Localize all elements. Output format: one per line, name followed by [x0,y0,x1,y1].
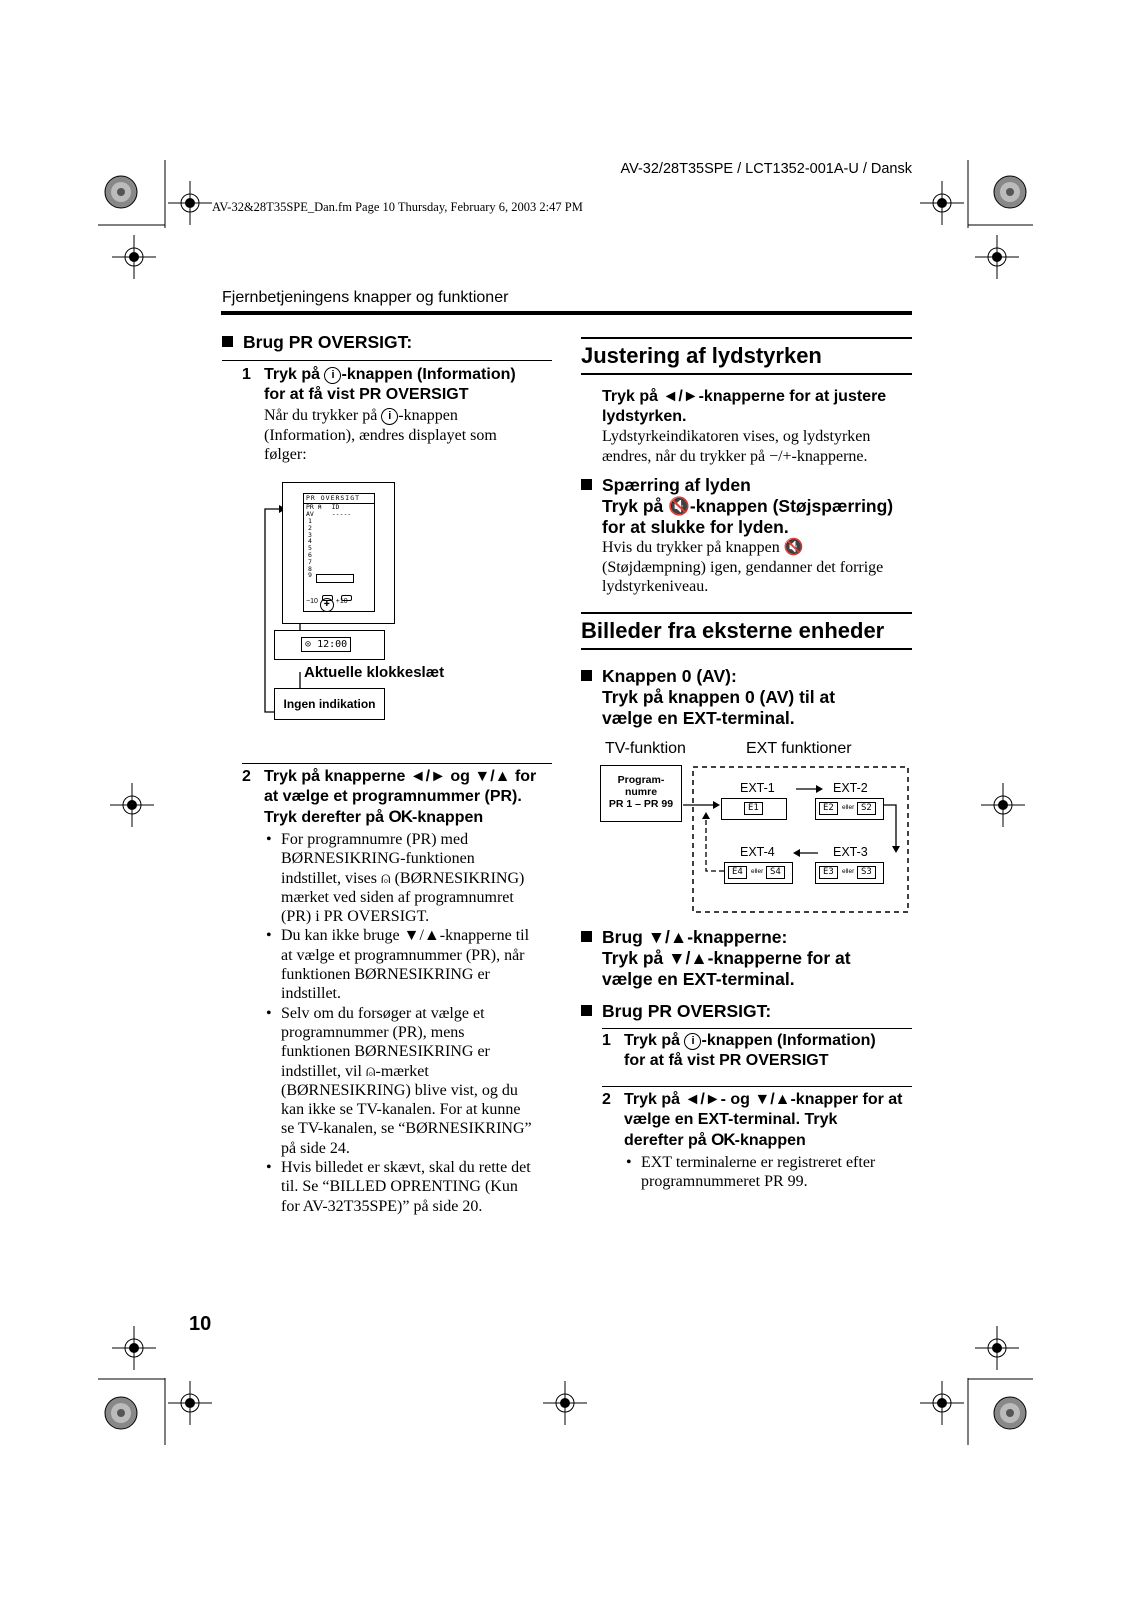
info-icon: i [684,1033,701,1050]
info-icon: i [324,367,341,384]
right-step-2: 2 Tryk på ◄/►- og ▼/▲-knapper for at vælge en EXT-terminal. Tryk derefter på OK-knappen • EXT terminalerne er registreret efter programnummeret PR 99. [602,1090,914,1192]
clock-icon: ⊙ [305,639,312,650]
divider [222,360,552,361]
external-title: Billeder fra eksterne enheder [581,618,885,643]
left-step-2: 2 Tryk på knapperne ◄/► og ▼/▲ for at vælge et programnummer (PR). Tryk derefter på OK-knappen • For programnumre (PR) med BØRNESIKRING-funktionen indstillet, vises ⍝ (BØRNESIKRING) mærket ved siden af programnumret (PR) i PR OVERSIGT. • Du kan ikke bruge ▼/▲-knapperne til at vælge et programnummer (PR), når funktionen BØRNESIKRING er indstillet. • Selv om du forsøger at vælge et programnummer (PR), mens funktionen BØRNESIKRING er indstillet, vil ⍝-mærket (BØRNESIKRING) blive vist, og du kan ikke se TV-kanalen. For at kunne se TV-kanalen, se “BØRNESIKRING” på side 24. • Hvis billedet er skævt, skal du rette det til. Se “BILLED OPRENTING (Kun for AV-32T35SPE)” på side 20. [242,767,552,1216]
updown-heading: Brug ▼/▲-knapperne: [581,927,787,948]
av-heading: Knappen 0 (AV): [581,666,737,687]
ext-3-label: EXT-3 [833,845,868,859]
ext-1-box: E1 [721,798,787,820]
screen-number: 3 [308,530,312,539]
mute-section: Tryk på 🔇-knappen (Støjspærring) for at slukke for lyden. Hvis du trykker på knappen 🔇 (Støjdæmpning) igen, gendanner det forrige lydstyrkeniveau. [602,496,894,595]
divider [602,1086,912,1087]
av-section: Tryk på knappen 0 (AV) til at vælge en EXT-terminal. [602,687,836,728]
right-bullet-list [624,1153,896,1192]
divider [581,337,912,339]
ok-icon: OK [388,807,413,826]
section-title: Fjernbetjeningens knapper og funktioner [222,289,509,306]
tv-screen-box [282,482,395,624]
screen-highlight-bar [316,574,354,583]
registration-star-icon [105,176,137,208]
registration-cross-icon [920,181,964,225]
registration-cross-icon [112,235,156,279]
left-heading: Brug PR OVERSIGT: [222,332,412,353]
volume-title: Justering af lydstyrken [581,343,822,368]
screen-title: PR OVERSIGT [304,494,374,504]
square-bullet-icon [581,1005,592,1016]
ext-2-box: E2 eller S2 [815,798,884,820]
clock-label: Aktuelle klokkeslæt [304,664,445,681]
right-step-1: 1 Tryk på i -knappen (Information) for at få vist PR OVERSIGT [602,1032,876,1069]
tv-screen: PR OVERSIGT PR ⍝ ID AV ----- 1 2 3 4 5 6 7 8 9 −10 ✚ +10 [303,493,375,612]
divider [581,612,912,614]
ext-4-label: EXT-4 [740,845,775,859]
doc-id: AV-32/28T35SPE / LCT1352-001A-U / Dansk [620,161,912,177]
divider [242,763,552,764]
clock-display: ⊙ 12:00 [301,637,351,652]
ext-function-label: EXT funktioner [746,740,852,757]
ext-2-label: EXT-2 [833,781,868,795]
divider [602,1028,912,1029]
divider [581,373,912,375]
registration-cross-icon [981,783,1025,827]
right-pr-heading: Brug PR OVERSIGT: [581,1001,771,1022]
registration-star-icon [105,1397,137,1429]
info-icon: i [381,408,398,425]
ext-3-box: E3 eller S3 [815,862,884,884]
square-bullet-icon [581,479,592,490]
screen-number: 6 [308,550,312,559]
no-indication-box: Ingen indikation [274,688,385,720]
registration-star-icon [994,176,1026,208]
square-bullet-icon [581,931,592,942]
screen-number: 9 [308,571,312,580]
screen-number: 8 [308,564,312,573]
list-item: • Hvis billedet er skævt, skal du rette det til. Se “BILLED OPRENTING (Kun for AV-32T35SPE)” på side 20. [264,1158,534,1216]
tv-function-label: TV-funktion [605,740,686,757]
mute-heading: Spærring af lyden [581,475,751,496]
page-number: 10 [189,1313,212,1335]
screen-number: 2 [308,523,312,532]
volume-section: Tryk på ◄/►-knapperne for at justere lydstyrken. Lydstyrkeindikatoren vises, og lydstyrken ændres, når du trykker på −/+-knapperne. [602,388,887,465]
square-bullet-icon [222,336,233,347]
registration-cross-icon [168,181,212,225]
square-bullet-icon [581,670,592,681]
screen-number: 5 [308,544,312,553]
lock-icon: ⍝ [317,503,322,511]
list-item: • Du kan ikke bruge ▼/▲-knapperne til at vælge et programnummer (PR), når funktionen BØRNESIKRING er indstillet. [264,926,534,1003]
screen-number: 4 [308,537,312,546]
ext-1-label: EXT-1 [740,781,775,795]
program-numbers-box: Program- numre PR 1 – PR 99 [600,765,682,822]
header-rule [221,311,912,315]
registration-cross-icon [920,1381,964,1425]
registration-star-icon [994,1397,1026,1429]
registration-cross-icon [975,1326,1019,1370]
ext-4-box: E4 eller S4 [724,862,793,884]
list-item: • EXT terminalerne er registreret efter programnummeret PR 99. [624,1153,896,1192]
screen-numbers [304,518,374,579]
screen-number: 7 [308,557,312,566]
file-info: AV-32&28T35SPE_Dan.fm Page 10 Thursday, February 6, 2003 2:47 PM [212,200,583,214]
ext-diagram [600,765,912,915]
registration-cross-icon [168,1381,212,1425]
screen-number: 1 [308,517,312,525]
list-item: • Selv om du forsøger at vælge et programnummer (PR), mens funktionen BØRNESIKRING er indstillet, vil ⍝-mærket (BØRNESIKRING) blive vist, og du kan ikke se TV-kanalen. For at kunne se TV-kanalen, se “BØRNESIKRING” på side 24. [264,1004,534,1158]
dpad-icon: ✚ [320,598,334,612]
registration-cross-icon [975,235,1019,279]
ok-icon: OK [711,1130,735,1149]
clock-box [274,630,385,660]
divider [581,648,912,650]
left-step-1: 1 Tryk på i -knappen (Information) for at få vist PR OVERSIGT Når du trykker på i -knappen (Information), ændres displayet som følger: [242,366,516,463]
registration-cross-icon [543,1381,587,1425]
pr-oversigt-diagram [262,482,445,740]
list-item: • For programnumre (PR) med BØRNESIKRING-funktionen indstillet, vises ⍝ (BØRNESIKRING) mærket ved siden af programnumret (PR) i PR OVERSIGT. [264,830,534,926]
registration-cross-icon [112,1326,156,1370]
updown-section: Tryk på ▼/▲-knapperne for at vælge en EXT-terminal. [602,948,851,989]
registration-cross-icon [110,783,154,827]
left-bullet-list [264,830,534,1216]
